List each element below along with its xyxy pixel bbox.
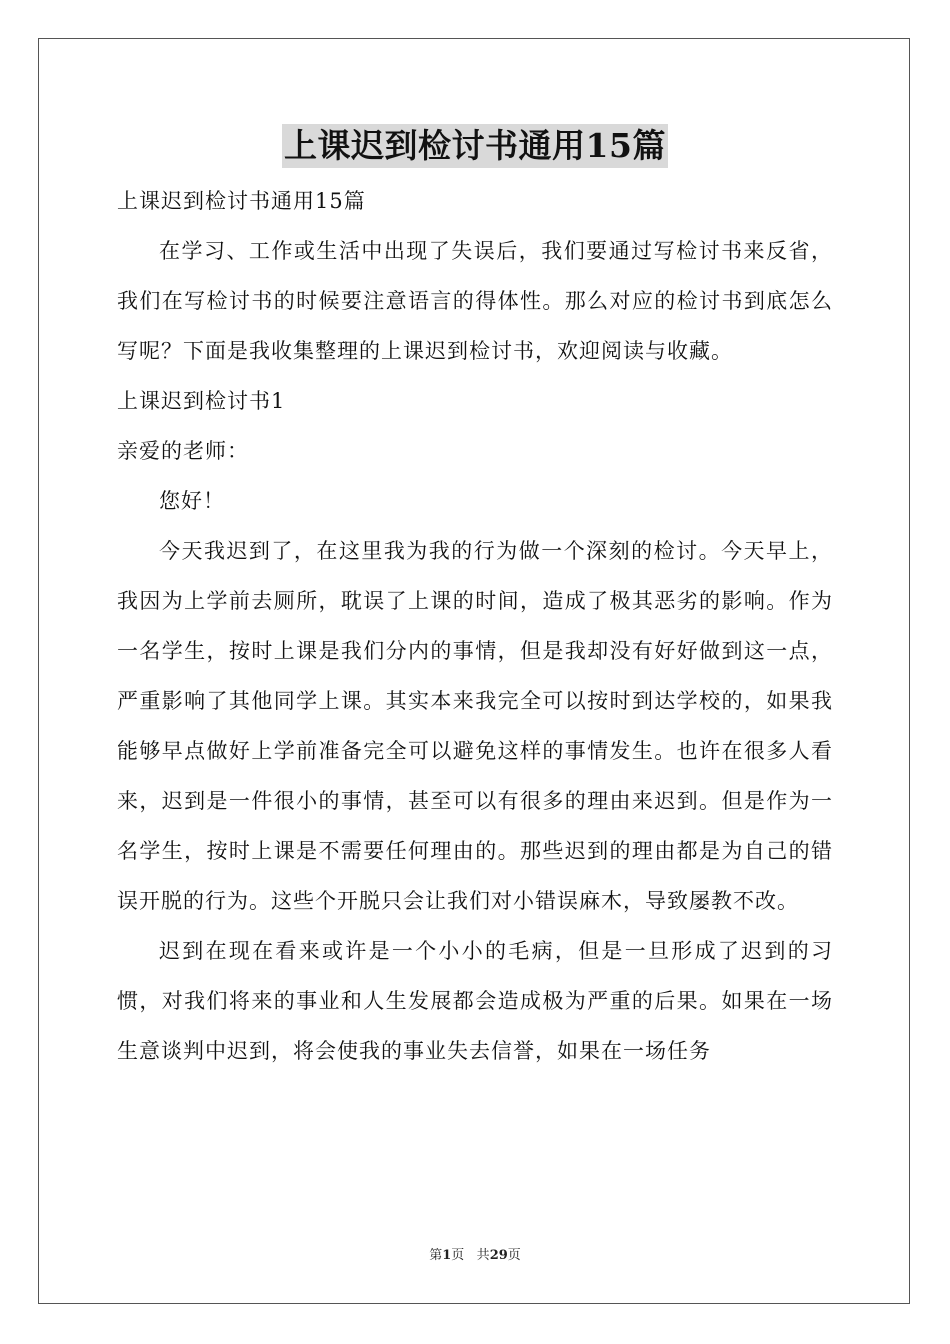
paragraph: 在学习、工作或生活中出现了失误后，我们要通过写检讨书来反省，我们在写检讨书的时候要注意语言的得体性。那么对应的检讨书到底怎么写呢？下面是我收集整理的上课迟到检讨书，欢迎阅读与收藏。 xyxy=(117,239,833,363)
document-body xyxy=(117,176,833,1076)
page-footer xyxy=(0,1244,950,1263)
page-total: 29 xyxy=(489,1248,508,1263)
total-prefix: 共 xyxy=(476,1248,490,1263)
paragraph: 上课迟到检讨书通用15篇 xyxy=(117,189,366,213)
paragraph: 亲爱的老师： xyxy=(117,439,249,463)
paragraph: 您好！ xyxy=(159,489,225,513)
title-container xyxy=(0,124,950,168)
page-prefix: 第 xyxy=(429,1248,443,1263)
document-title: 上课迟到检讨书通用15篇 xyxy=(282,124,668,168)
page-current: 1 xyxy=(442,1248,452,1263)
paragraph: 今天我迟到了，在这里我为我的行为做一个深刻的检讨。今天早上，我因为上学前去厕所，耽误了上课的时间，造成了极其恶劣的影响。作为一名学生，按时上课是我们分内的事情，但是我却没有好好做到这一点，严重影响了其他同学上课。其实本来我完全可以按时到达学校的，如果我能够早点做好上学前准备完全可以避免这样的事情发生。也许在很多人看来，迟到是一件很小的事情，甚至可以有很多的理由来迟到。但是作为一名学生，按时上课是不需要任何理由的。那些迟到的理由都是为自己的错误开脱的行为。这些个开脱只会让我们对小错误麻木，导致屡教不改。 xyxy=(117,539,833,913)
paragraph: 迟到在现在看来或许是一个小小的毛病，但是一旦形成了迟到的习惯，对我们将来的事业和人生发展都会造成极为严重的后果。如果在一场生意谈判中迟到，将会使我的事业失去信誉，如果在一场任务 xyxy=(117,939,833,1063)
paragraph: 上课迟到检讨书1 xyxy=(117,389,286,413)
total-suffix: 页 xyxy=(507,1248,521,1263)
page-suffix: 页 xyxy=(451,1248,465,1263)
